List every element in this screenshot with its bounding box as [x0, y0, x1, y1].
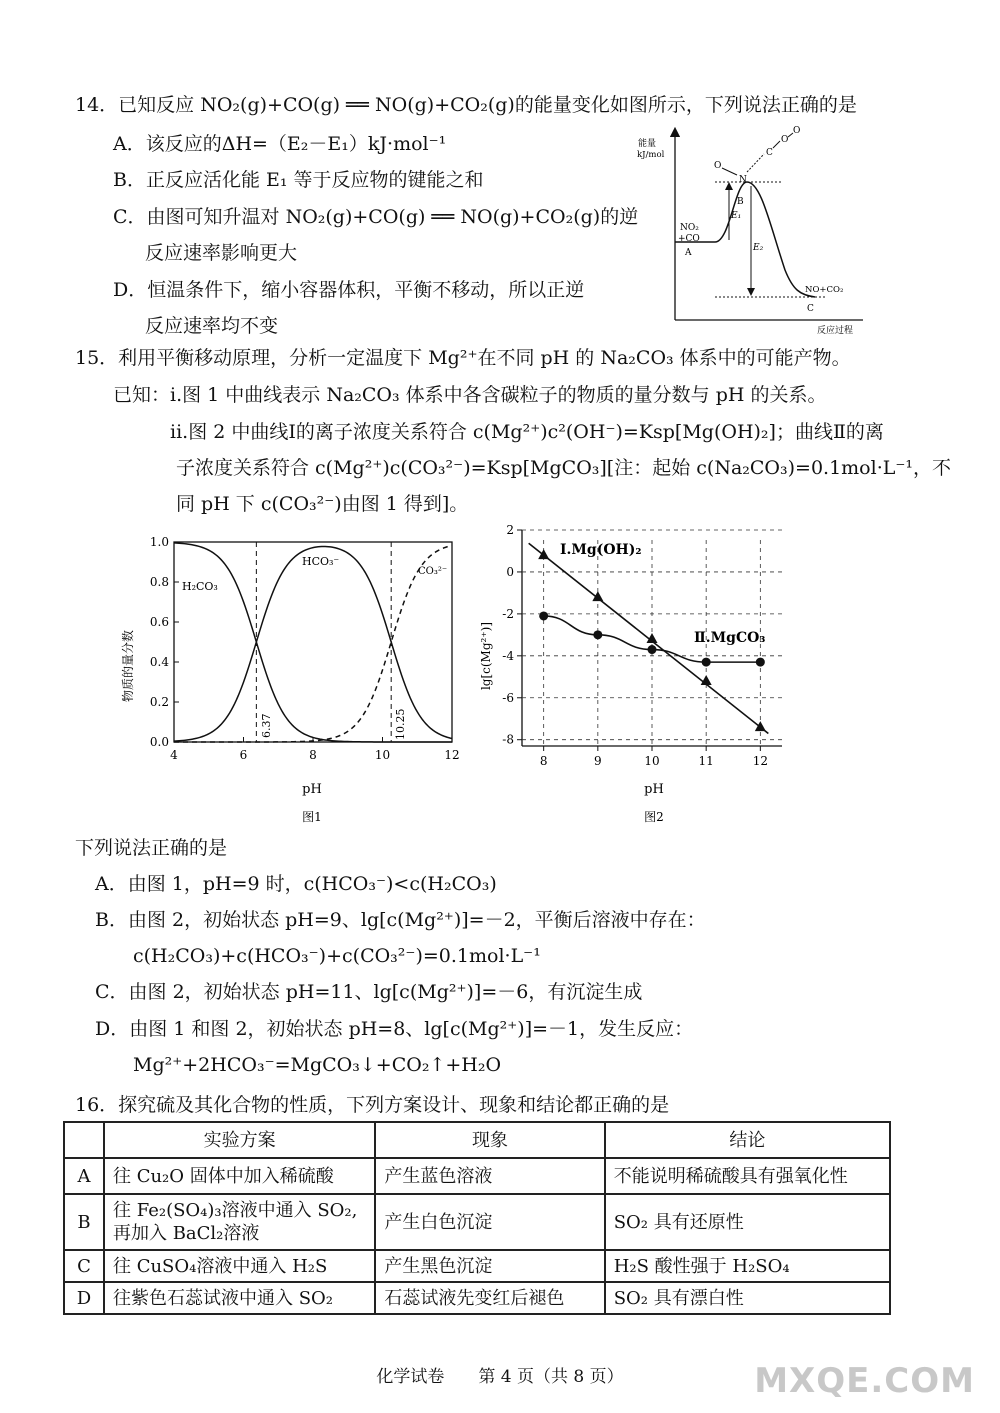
q15-prompt: 下列说法正确的是	[75, 837, 228, 859]
fig1-curve-co3	[174, 545, 452, 742]
row-conclusion: 不能说明稀硫酸具有强氧化性	[605, 1158, 890, 1194]
table-row	[64, 1250, 890, 1282]
fig1-label-h2co3: H₂CO₃	[182, 580, 218, 593]
fig1-x-tick-label: 8	[309, 748, 317, 762]
q16-stem: 16．探究硫及其化合物的性质，下列方案设计、现象和结论都正确的是	[75, 1094, 670, 1116]
q14-stem: 14．已知反应 NO₂(g)+CO(g) ══ NO(g)+CO₂(g)的能量变化如图所示，下列说法正确的是	[75, 94, 857, 116]
fig1-caption: 图1	[302, 810, 322, 824]
fig2-series-2-point	[648, 645, 657, 654]
fig2-series-1-point	[755, 721, 766, 731]
q16-table	[63, 1121, 891, 1315]
table-header-plan: 实验方案	[104, 1122, 375, 1158]
ts-atom-c: C	[766, 148, 773, 158]
fig1-xlabel: pH	[302, 782, 322, 797]
table-header-conclusion: 结论	[605, 1122, 890, 1158]
fig1-x-tick-label: 12	[444, 748, 460, 762]
fig2-y-tick-label: -8	[502, 732, 514, 747]
table-row	[64, 1282, 890, 1314]
e2-label: E₂	[753, 243, 764, 253]
q14-option-a: A．该反应的ΔH=（E₂－E₁）kJ·mol⁻¹	[113, 133, 447, 155]
ts-atom-o: O	[714, 161, 722, 171]
fig1-label-co3: CO₃²⁻	[418, 566, 448, 577]
q15-option-d-cont: Mg²⁺+2HCO₃⁻=MgCO₃↓+CO₂↑+H₂O	[133, 1054, 502, 1076]
fig1-y-tick-label: 0.8	[149, 575, 169, 589]
fig2-y-tick-label: -4	[502, 648, 514, 663]
fig2-xlabel: pH	[644, 782, 664, 797]
ts-atom-o3: O	[793, 126, 801, 136]
table-header-row	[64, 1122, 890, 1158]
fig2-x-tick-label: 11	[698, 754, 714, 768]
q15-known-2c: 同 pH 下 c(CO₃²⁻)由图 1 得到]。	[176, 493, 469, 515]
fig2-caption: 图2	[644, 810, 664, 824]
q14-option-c: C．由图可知升温对 NO₂(g)+CO(g) ══ NO(g)+CO₂(g)的逆	[113, 206, 639, 228]
row-plan-line-2: 再加入 BaCl₂溶液	[112, 1223, 260, 1244]
fig1-y-tick-label: 0.0	[149, 735, 169, 749]
fig1-x-tick-label: 10	[374, 748, 391, 762]
fig2-x-tick-label: 10	[644, 754, 660, 768]
q15-option-a: A．由图 1，pH=9 时，c(HCO₃⁻)<c(H₂CO₃)	[95, 873, 497, 895]
row-phenomenon: 产生黑色沉淀	[375, 1250, 604, 1282]
reactant-label-2: +CO	[678, 234, 700, 244]
q15-stem: 15．利用平衡移动原理，分析一定温度下 Mg²⁺在不同 pH 的 Na₂CO₃ 体系中的可能产物。	[75, 347, 851, 369]
watermark: MXQE.COM	[754, 1361, 975, 1401]
fig2-y-tick-label: -2	[502, 606, 514, 621]
q15-option-d: D．由图 1 和图 2，初始状态 pH=8、lg[c(Mg²⁺)]=－1，发生反应：	[95, 1018, 694, 1040]
fig2-series-2-point	[702, 658, 711, 667]
fig1-y-tick-label: 0.4	[149, 655, 169, 669]
fig2-x-tick-label: 8	[539, 754, 548, 768]
row-plan-line-1: 往 Fe₂(SO₄)₃溶液中通入 SO₂,	[112, 1200, 358, 1221]
table-header-empty	[64, 1122, 104, 1158]
fig1-y-tick-label: 0.2	[149, 695, 169, 709]
q14-option-d-cont: 反应速率均不变	[145, 315, 279, 337]
table-row	[64, 1158, 890, 1194]
figure-1-chart	[110, 528, 470, 828]
q15-option-c: C．由图 2，初始状态 pH=11、lg[c(Mg²⁺)]=－6，有沉淀生成	[95, 981, 643, 1003]
energy-x-label: 反应过程	[817, 326, 854, 336]
row-key: C	[64, 1250, 104, 1282]
fig2-y-tick-label: 0	[506, 564, 514, 579]
fig2-y-tick-label: -6	[502, 690, 514, 705]
fig1-y-tick-label: 1.0	[149, 535, 169, 549]
row-phenomenon: 产生白色沉淀	[375, 1194, 604, 1250]
q15-known-1: 已知：i.图 1 中曲线表示 Na₂CO₃ 体系中各含碳粒子的物质的量分数与 pH 的关系。	[113, 384, 827, 406]
row-conclusion: SO₂ 具有漂白性	[605, 1282, 890, 1314]
q15-option-b: B．由图 2，初始状态 pH=9、lg[c(Mg²⁺)]=－2，平衡后溶液中存在：	[95, 909, 706, 931]
fig2-series-2-label: Ⅱ.MgCO₃	[694, 630, 766, 646]
row-key: D	[64, 1282, 104, 1314]
ts-bond-3	[773, 141, 780, 148]
fig1-x-tick-label: 4	[170, 748, 178, 762]
fig1-pka2-label: 10.25	[394, 708, 407, 740]
q14-option-d: D．恒温条件下，缩小容器体积，平衡不移动，所以正逆	[113, 279, 585, 301]
fig2-series-2-point	[593, 630, 602, 639]
row-plan: 往紫色石蕊试液中通入 SO₂	[104, 1282, 375, 1314]
row-plan	[104, 1194, 375, 1250]
point-a-label: A	[685, 248, 692, 258]
fig1-pka1-label: 6.37	[260, 713, 273, 738]
e1-label: E₁	[731, 211, 742, 221]
fig2-series-1-point	[701, 675, 712, 685]
fig1-x-tick-label: 6	[239, 748, 248, 762]
row-phenomenon: 产生蓝色溶液	[375, 1158, 604, 1194]
fig2-x-tick-label: 9	[594, 754, 602, 768]
fig2-series-1-label: Ⅰ.Mg(OH)₂	[560, 542, 642, 558]
page-footer: 化学试卷 第 4 页（共 8 页）	[376, 1367, 624, 1387]
transition-state-structure	[714, 126, 800, 185]
fig1-label-hco3: HCO₃⁻	[302, 555, 340, 568]
fig1-y-tick-label: 0.6	[149, 615, 169, 629]
fig1-curve-h2co3	[174, 543, 452, 742]
fig2-series-2-point	[539, 611, 548, 620]
fig1-curve-hco3	[174, 546, 452, 741]
reactant-label-1: NO₂	[680, 223, 699, 233]
q15-known-2a: ii.图 2 中曲线Ⅰ的离子浓度关系符合 c(Mg²⁺)c²(OH⁻)=Ksp[Mg(OH)₂]；曲线Ⅱ的离	[170, 421, 884, 443]
table-header-phenomenon: 现象	[375, 1122, 604, 1158]
energy-y-label-1: 能量	[638, 139, 657, 149]
figure-2-chart	[470, 520, 800, 828]
q14-option-c-cont: 反应速率影响更大	[145, 242, 298, 264]
table-row	[64, 1194, 890, 1250]
fig2-y-tick-label: 2	[506, 523, 514, 537]
row-key: A	[64, 1158, 104, 1194]
row-plan: 往 Cu₂O 固体中加入稀硫酸	[104, 1158, 375, 1194]
fig2-ylabel: lg[c(Mg²⁺)]	[479, 621, 493, 691]
ts-atom-o2: O	[781, 135, 789, 145]
fig1-ylabel: 物质的量分数	[121, 629, 135, 703]
q15-known-2b: 子浓度关系符合 c(Mg²⁺)c(CO₃²⁻)=Ksp[MgCO₃][注：起始 c(Na₂CO₃)=0.1mol·L⁻¹，不	[176, 457, 952, 479]
row-conclusion: H₂S 酸性强于 H₂SO₄	[605, 1250, 890, 1282]
ts-bond-2	[747, 154, 764, 172]
fig1-plot-frame	[174, 542, 452, 742]
fig2-x-tick-label: 12	[752, 754, 768, 768]
q15-option-b-cont: c(H₂CO₃)+c(HCO₃⁻)+c(CO₃²⁻)=0.1mol·L⁻¹	[133, 945, 541, 967]
row-conclusion: SO₂ 具有还原性	[605, 1194, 890, 1250]
point-b-label: B	[737, 197, 744, 207]
row-key: B	[64, 1194, 104, 1250]
fig2-series-1-point	[538, 549, 549, 559]
fig2-series-2-point	[756, 658, 765, 667]
ts-bond-1	[722, 168, 737, 175]
energy-diagram	[635, 120, 875, 340]
row-phenomenon: 石蕊试液先变红后褪色	[375, 1282, 604, 1314]
q14-option-b: B．正反应活化能 E₁ 等于反应物的键能之和	[113, 169, 484, 191]
point-c-label: C	[807, 304, 814, 314]
ts-atom-n: N	[739, 175, 747, 185]
row-plan: 往 CuSO₄溶液中通入 H₂S	[104, 1250, 375, 1282]
product-label: NO+CO₂	[805, 285, 844, 295]
energy-y-label-2: kJ/mol	[637, 150, 665, 160]
